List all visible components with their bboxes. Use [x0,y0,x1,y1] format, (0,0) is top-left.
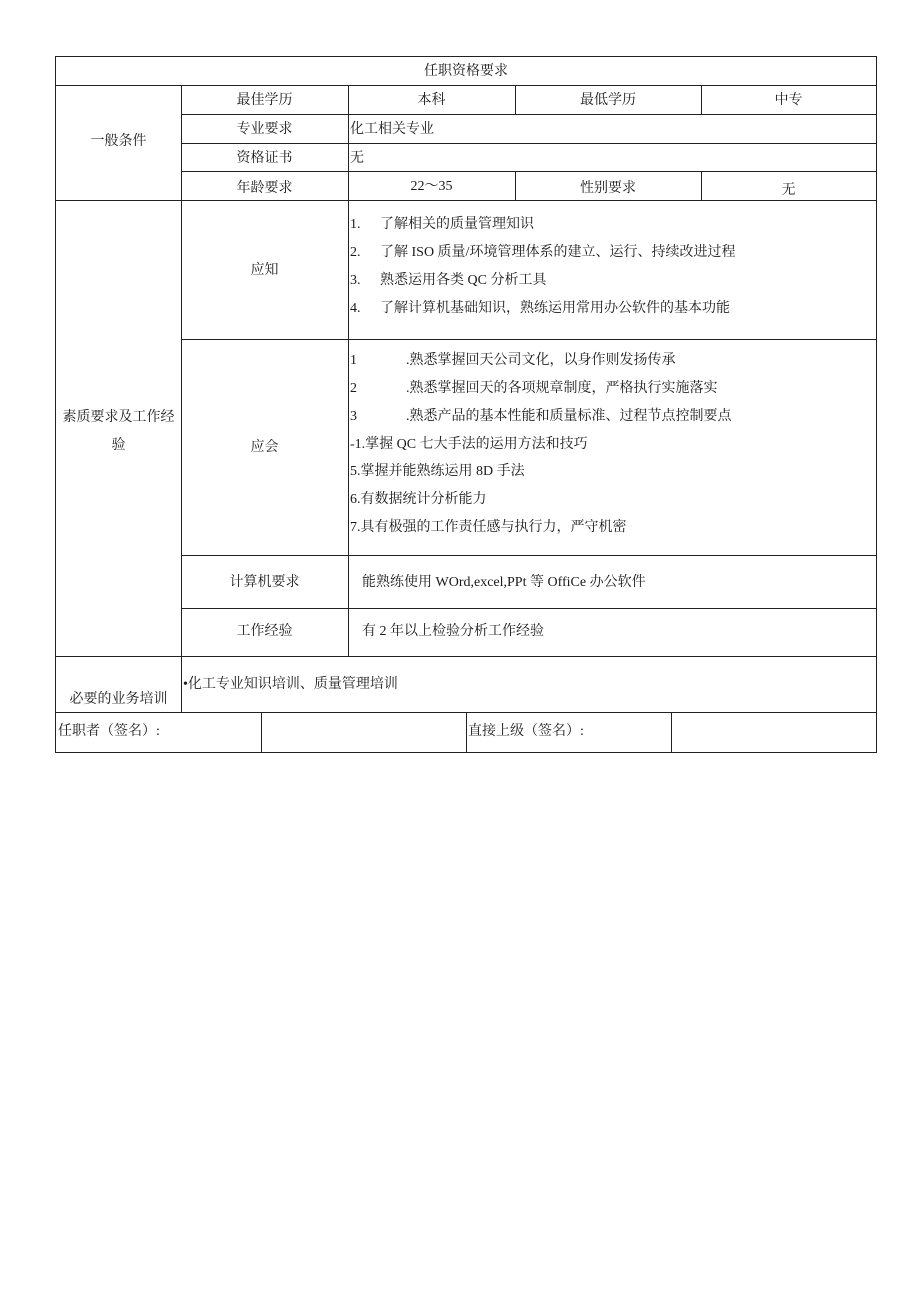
row-divider [181,339,876,340]
list-item: 6.有数据统计分析能力 [350,492,487,507]
best-education-value: 本科 [417,93,446,108]
supervisor-signature-label: 直接上级（签名）: [468,724,584,739]
list-item: 2. 了解 ISO 质量/环境管理体系的建立、运行、持续改进过程 [350,245,736,260]
list-item: 4. 了解计算机基础知识，熟练运用常用办公软件的基本功能 [350,301,730,316]
quality-requirements-label: 素质要求及工作经 [62,410,175,425]
major-label: 专业要求 [236,122,293,137]
gender-label: 性别要求 [580,181,636,196]
col-divider [466,712,467,752]
row-divider [181,608,876,609]
age-value: 22～35 [410,179,453,194]
major-value: 化工相关专业 [350,122,434,137]
row-divider [181,171,876,172]
list-item: 7.具有极强的工作责任感与执行力，严守机密 [350,520,627,535]
col-divider [181,656,182,712]
training-value: •化工专业知识培训、质量管理培训 [183,677,398,692]
row-divider [56,85,876,86]
holder-signature-field[interactable] [262,713,465,752]
list-item: -1.掌握 QC 七大手法的运用方法和技巧 [350,437,588,452]
supervisor-signature-field[interactable] [672,713,876,752]
row-divider [181,143,876,144]
should-master-label: 应会 [250,440,279,455]
work-experience-value: 有 2 年以上检验分析工作经验 [362,624,544,639]
col-divider [348,85,349,656]
work-experience-label: 工作经验 [236,624,293,639]
row-divider [56,656,876,657]
table-title: 任职资格要求 [424,64,508,79]
general-conditions-label: 一般条件 [90,134,147,149]
list-item: 3. 熟悉运用各类 QC 分析工具 [350,273,547,288]
list-item: 2 .熟悉掌握回天的各项规章制度，严格执行实施落实 [350,381,718,396]
list-item: 5.掌握并能熟练运用 8D 手法 [350,464,525,479]
computer-requirement-label: 计算机要求 [229,575,300,590]
row-divider [181,555,876,556]
list-item: 1 .熟悉掌握回天公司文化，以身作则发扬传承 [350,353,676,368]
certificate-value: 无 [350,151,364,166]
age-label: 年龄要求 [236,181,293,196]
min-education-value: 中专 [774,93,803,108]
holder-signature-label: 任职者（签名）: [58,724,160,739]
list-item: 1. 了解相关的质量管理知识 [350,217,534,232]
quality-requirements-label-cont: 验 [111,438,126,453]
col-divider [181,85,182,656]
job-qualification-table [55,56,877,753]
certificate-label: 资格证书 [236,151,293,166]
list-item: 3 .熟悉产品的基本性能和质量标准、过程节点控制要点 [350,409,732,424]
best-education-label: 最佳学历 [236,93,293,108]
min-education-label: 最低学历 [580,93,636,108]
row-divider [181,114,876,115]
should-know-label: 应知 [250,263,279,278]
gender-value: 无 [781,183,796,198]
computer-requirement-value: 能熟练使用 WOrd,excel,PPt 等 OffiCe 办公软件 [362,575,646,590]
row-divider [56,200,876,201]
training-label: 必要的业务培训 [69,692,168,707]
